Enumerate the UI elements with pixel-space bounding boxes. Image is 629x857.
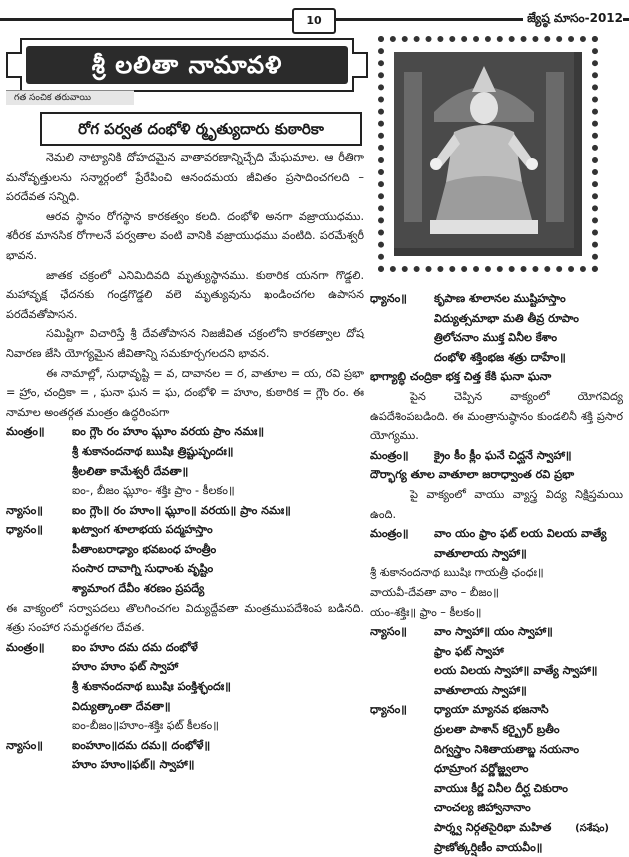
goddess-picture-frame <box>378 36 598 272</box>
intro-paragraph-1: నెమలి నాట్యానికి దోహదమైన వాతావరణాన్నిచ్చేది మేఘమాల. ఆ రీతిగా మనోవృత్తులను సన్మార్గంలో ప్రేరేపించి ఆనందమయ జీవితం ప్రసాదించగలది – పరదేవత సన్నిధి. <box>6 151 364 204</box>
dhyanam-label: ధ్యానం॥ <box>6 523 43 537</box>
dhyanam-line: దిగ్వస్త్రాం నిశితాయతాబ్జ నయనాం <box>434 742 580 756</box>
dhyanam-line: విద్యుత్సమాభా మతి తీవ్ర రూపాం <box>434 311 579 325</box>
devata-line: శ్రీలలితా కామేశ్వరీ దేవతా॥ <box>72 464 189 478</box>
mantra-1-row <box>6 422 364 442</box>
page-number: 10 <box>292 8 336 34</box>
dhyanam-r3-row <box>370 700 623 720</box>
continued-label: గత సంచిక తరువాయి <box>6 90 134 105</box>
devata-line: వాయవీ-దేవతా వాం – బీజం॥ <box>370 585 499 599</box>
nyasam-r3-row <box>370 622 623 642</box>
shakti-line: యం-శక్తిః॥ ఫ్రాం – కీలకం॥ <box>370 605 482 619</box>
dhyanam-line: ఖట్వాంగ శూలాభయ పద్మహస్తాం <box>72 523 213 537</box>
nyasam-line: వాం స్వాహా॥ యం స్వాహా॥ <box>434 625 553 639</box>
dhyanam-line: ప్రాణోత్కర్షిణీం వాయవీం॥ <box>434 840 543 854</box>
mantram-r3-row <box>370 524 623 544</box>
nyasam-line: ఫ్రాం ఫట్ స్వాహా <box>434 644 504 658</box>
dhyanam-line: కృపాణ శూలానల ముష్టిహస్తాం <box>434 292 566 305</box>
dhyanam-line: సంసార దావాగ్ని సుధాంశు వృష్టిం <box>72 562 214 576</box>
dhyanam-label: ధ్యానం॥ <box>370 703 407 717</box>
dhyanam-1-row <box>6 520 364 540</box>
middle-paragraph: ఈ వాక్యంలో సర్వాపదలు తొలగించగల విద్యుద్దేవతా మంత్రముపదేశింప బడినది. శత్రు సంహార సమర్థతగల దేవత. <box>6 601 364 635</box>
dhyanam-line: దంభోళి శక్తింభజ శత్రు దాహేం॥ <box>434 350 566 364</box>
dhyanam-line: పార్శ్వ నిర్గతసైరిభా మహిత <box>434 821 552 835</box>
dhyanam-line: త్రిలోచనాం ముక్త వినీల కేశాం <box>434 331 558 345</box>
mantram-text: ఐం హూం దమ దమ దంభోళే <box>72 640 198 654</box>
intro-paragraph-2: ఆరవ స్థానం రోగస్థాన కారకత్వం కలది. దంభోళి అనగా వజ్రాయుధము. శరీరక మానసిక రోగాలనే పర్వతాల వంటి వానికి వజ్రాయుధము వంటిది. పరమేశ్వరీ భావన. <box>6 209 364 262</box>
dhyanam-line: ద్రులతా పాశాన్ కర్బ్రైర్ బ్రతీం <box>434 723 560 737</box>
verse-line: దౌర్భాగ్య తూల వాతూలా జరాధ్వాంత రవి ప్రభా <box>370 468 575 482</box>
intro-paragraph-3: జాతక చక్రంలో ఎనిమిదివది మృత్యుస్థానము. కుఠారిక యనగా గొడ్డలి. మహావృక్ష ఛేదనకు గండ్రగొడ్డలి వలె మృత్యువును ఖండించగల ఉపాసన పరదేవతోపాసన. <box>6 268 364 321</box>
intro-paragraph-5: ఈ నామాల్లో, సుధావృష్టి = వ, దావానల = ర, వాతూల = య, రవి ప్రభా = హ్రాం, చంద్రికా = , ఘనా ఘన = ఘ, దంభోళి = హూం, కుఠారిక = గ్లౌం రం. ఈ నామాల అంతర్గత మంత్రం ఉద్ధరింపగా <box>6 366 364 419</box>
mantram-text: క్రైం కీం క్లీం ఘనే చిద్ఘనే స్వాహా॥ <box>434 448 572 462</box>
rishi-line: శ్రీ శుకానందనాథ ఋషిః పంక్తిశ్ఛందః॥ <box>72 680 231 694</box>
nyasam-cont: హూం హూం॥ఫట్॥ స్వాహా॥ <box>72 758 195 772</box>
nyasam-line: లయ విలయ స్వాహా॥ వాత్యే స్వాహా॥ <box>434 664 598 678</box>
issue-date: జ్యేష్ఠ మాసం-2012 <box>523 11 623 28</box>
page-header <box>0 8 629 30</box>
dhyanam-line: వాయుః కీర్ణ వినీల దీర్ఘ చికురాం <box>434 781 568 795</box>
paragraph: పై వాక్యంలో వాయు వ్యాస్త్ర విద్య నిక్షిప్తమయి ఉంది. <box>370 487 623 521</box>
title-frame <box>6 38 368 92</box>
rishi-line: శ్రీ శుకానందనాథ ఋషిః త్రిష్టుప్ఛందః॥ <box>72 444 234 458</box>
goddess-picture <box>394 52 582 256</box>
devata-line: విద్యుత్కాంతా దేవతా॥ <box>72 699 171 713</box>
dhyanam-line: పీతాంబరాఢ్యాం భవబంధ హంత్రీం <box>72 542 217 556</box>
right-column <box>370 289 623 857</box>
nyasam-line: వాతూలాయ స్వాహా॥ <box>434 683 527 697</box>
dhyanam-line: చాంచల్య జిహ్వానానాం <box>434 801 531 815</box>
nyasam-text: ఐంహూం॥దమ దమ॥ దంభోళే॥ <box>72 738 211 752</box>
dhyanam-label: ధ్యానం॥ <box>370 292 407 305</box>
mantram-r2-row <box>370 446 623 466</box>
rishi-line: శ్రీ శుకానందనాథ ఋషిః గాయత్రీ ఛంధః॥ <box>370 566 544 580</box>
mantram-label: మంత్రం॥ <box>370 448 409 462</box>
page-title: శ్రీ లలితా నామావళి <box>26 46 348 84</box>
bija-line: ఐం-బీజం॥హూం-శక్తిః ఫట్ కీలకం॥ <box>72 719 219 733</box>
nyasam-label: న్యాసం॥ <box>6 738 43 752</box>
mantram-cont: వాతూలాయ స్వాహా॥ <box>434 546 527 560</box>
mantram-label: మంత్రం॥ <box>6 425 45 439</box>
left-column <box>6 148 364 775</box>
goddess-figure-icon <box>394 52 574 248</box>
section-heading: రోగ పర్వత దంభోళి ర్మృత్యుదారు కుఠారికా <box>40 112 362 146</box>
mantram-text: ఐం గ్లౌం రం హూం ఘ్లూం వరయ ప్రాం నమః॥ <box>72 425 265 439</box>
mantram-cont: హూం హూం ఫట్ స్వాహా <box>72 660 179 674</box>
nyasam-2-row <box>6 736 364 756</box>
verse-line: భాగ్యాబ్ధి చంద్రికా భక్త చిత్త కేకి ఘనా ఘనా <box>370 370 552 384</box>
bija-line: ఐం-, బీజం ఘ్లూం- శక్తిః ప్రాం - కీలకం॥ <box>72 484 235 498</box>
nyasam-label: న్యాసం॥ <box>6 503 43 517</box>
nyasam-text: ఐం గ్లౌం॥ రం హూం॥ ఘ్లూం॥ వరయ॥ ప్రాం నమః॥ <box>72 503 291 517</box>
nyasam-label: న్యాసం॥ <box>370 625 407 639</box>
dhyanam-line: శ్యామాంగ దేవీం శరణం ప్రపద్యే <box>72 582 205 596</box>
dhyanam-line: ధ్యాయా మ్యానవ భజనాసి <box>434 703 549 717</box>
mantram-label: మంత్రం॥ <box>370 527 409 541</box>
intro-paragraph-4: సమిష్టిగా విచారిస్తే శ్రీ దేవతోపాసన నిజజీవిత చక్రంలోని కారకత్వాల దోష నివారణ జేసి యోగ్యమైన జీవితాన్ని సమకూర్చగలదని భావన. <box>6 327 364 360</box>
mantram-text: వాం యం ఫ్రాం ఫట్ లయ విలయ వాత్యే <box>434 527 607 541</box>
mantra-2-row <box>6 638 364 658</box>
dhyanam-line: ధూమ్రాంగ వర్ణోజ్జ్వలాం <box>434 762 529 776</box>
continued-marker: (సశేషం) <box>575 823 609 834</box>
dhyanam-r1-row <box>370 289 623 309</box>
paragraph: పైన చెప్పిన వాక్యంలో యోగవిద్య ఉపదేశింపబడింది. ఈ మంత్రానుష్ఠానం కుండలినీ శక్తి ప్రసార యోగ్యము. <box>370 389 623 443</box>
mantram-label: మంత్రం॥ <box>6 640 45 654</box>
nyasam-1-row <box>6 501 364 521</box>
